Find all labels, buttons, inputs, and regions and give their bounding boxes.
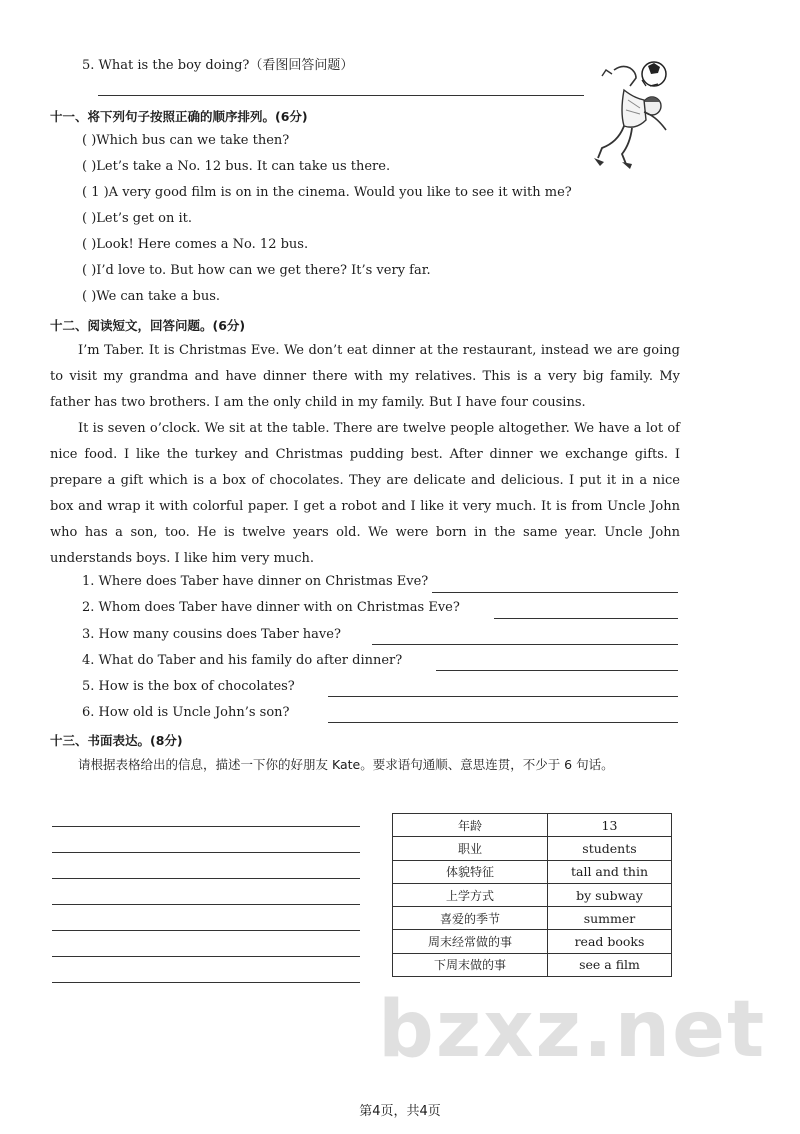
table-row [393, 837, 672, 860]
section-11-title: 十一、将下列句子按照正确的顺序排列。(6分) [50, 109, 308, 124]
section-13-title: 十三、书面表达。(8分) [50, 733, 183, 748]
order-item-7: ( )We can take a bus. [82, 289, 220, 304]
table-row [393, 907, 672, 930]
table-row [393, 930, 672, 953]
reading-question-3: 3. How many cousins does Taber have? [82, 627, 341, 642]
table-label: 职业 [393, 837, 548, 860]
answer-line-rq5 [328, 696, 678, 697]
order-item-5: ( )Look! Here comes a No. 12 bus. [82, 237, 309, 252]
site-watermark: bzxz.net [378, 985, 767, 1075]
boy-kicking-ball-illustration [584, 50, 680, 174]
order-item-2: ( )Let’s take a No. 12 bus. It can take us there. [82, 159, 391, 174]
kate-info-table [392, 813, 672, 977]
table-label: 年龄 [393, 814, 548, 837]
writing-line-6 [52, 956, 360, 957]
order-item-4: ( )Let’s get on it. [82, 211, 192, 226]
passage-paragraph-2: It is seven o’clock. We sit at the table. There are twelve people altogether. We have a lot of nice food. I like the turkey and Christmas pudding best. After dinner we exchange gifts. I prepare a gift which is a box of chocolates. They are delicate and delicious. I put it in a nice box and wrap it with colorful paper. I get a robot and I like it very much. It is from Uncle John who has a son, too. He is twelve years old. We were born in the same year. Uncle John understands boys. I like him very much. [50, 421, 680, 566]
table-value: tall and thin [548, 860, 672, 883]
section-12-title: 十二、阅读短文，回答问题。(6分) [50, 318, 246, 333]
answer-line-rq6 [328, 722, 678, 723]
table-row [393, 860, 672, 883]
table-row [393, 814, 672, 837]
reading-question-4: 4. What do Taber and his family do after dinner? [82, 653, 403, 668]
question-5: 5. What is the boy doing?（看图回答问题） [82, 58, 354, 73]
table-value: 13 [548, 814, 672, 837]
writing-line-4 [52, 904, 360, 905]
reading-question-2: 2. Whom does Taber have dinner with on Christmas Eve? [82, 600, 460, 615]
page-number-footer: 第4页，共4页 [359, 1104, 441, 1119]
order-item-1: ( )Which bus can we take then? [82, 133, 290, 148]
table-label: 上学方式 [393, 883, 548, 906]
answer-line-rq1 [432, 592, 678, 593]
table-value: read books [548, 930, 672, 953]
answer-line-q5 [98, 95, 584, 96]
table-label: 体貌特征 [393, 860, 548, 883]
reading-passage [50, 338, 680, 572]
reading-question-1: 1. Where does Taber have dinner on Christmas Eve? [82, 574, 429, 589]
writing-line-7 [52, 982, 360, 983]
table-row [393, 953, 672, 976]
answer-line-rq2 [494, 618, 678, 619]
reading-question-5: 5. How is the box of chocolates? [82, 679, 295, 694]
table-value: students [548, 837, 672, 860]
order-item-3: ( 1 )A very good film is on in the cinema. Would you like to see it with me? [82, 185, 572, 200]
passage-paragraph-1: I’m Taber. It is Christmas Eve. We don’t eat dinner at the restaurant, instead we are going to visit my grandma and have dinner there with my relatives. This is a very big family. My father has two brothers. I am the only child in my family. But I have four cousins. [50, 343, 680, 410]
writing-line-2 [52, 852, 360, 853]
table-label: 下周末做的事 [393, 953, 548, 976]
table-value: by subway [548, 883, 672, 906]
writing-instruction: 请根据表格给出的信息，描述一下你的好朋友 Kate。要求语句通顺、意思连贯，不少于 6 句话。 [78, 757, 614, 772]
reading-question-6: 6. How old is Uncle John’s son? [82, 705, 290, 720]
writing-line-5 [52, 930, 360, 931]
writing-line-3 [52, 878, 360, 879]
table-row [393, 883, 672, 906]
answer-line-rq4 [436, 670, 678, 671]
writing-line-1 [52, 826, 360, 827]
answer-line-rq3 [372, 644, 678, 645]
order-item-6: ( )I’d love to. But how can we get there? It’s very far. [82, 263, 431, 278]
table-label: 周末经常做的事 [393, 930, 548, 953]
table-label: 喜爱的季节 [393, 907, 548, 930]
table-value: summer [548, 907, 672, 930]
table-value: see a film [548, 953, 672, 976]
